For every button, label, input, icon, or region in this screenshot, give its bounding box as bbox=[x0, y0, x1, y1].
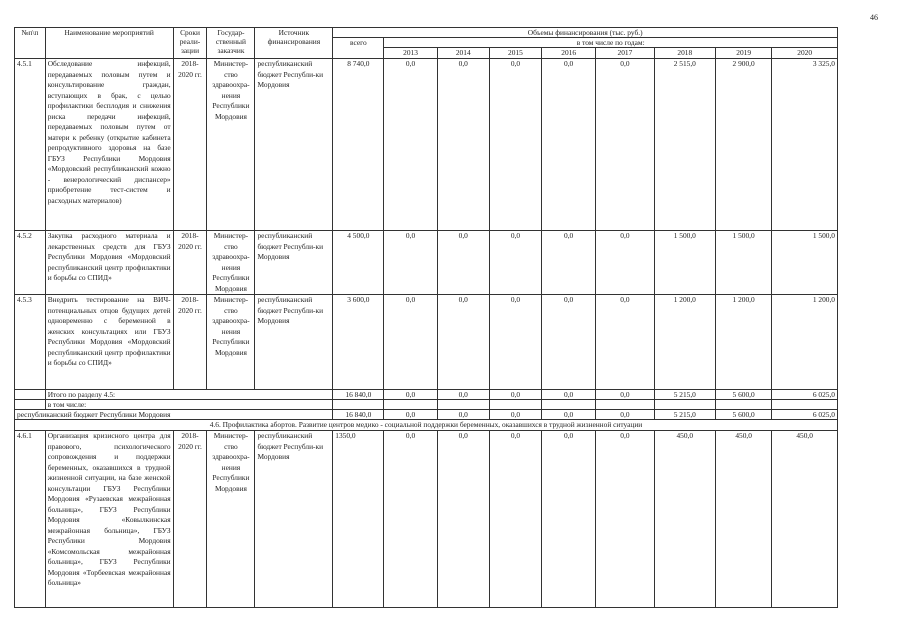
year-value: 450,0 bbox=[772, 431, 838, 608]
total-value: 16 840,0 bbox=[333, 390, 384, 400]
total-value: 8 740,0 bbox=[333, 59, 384, 231]
header-volumes: Объемы финансирования (тыс. руб.) bbox=[333, 28, 838, 38]
year-value: 0,0 bbox=[596, 295, 654, 390]
page-number: 46 bbox=[870, 13, 878, 22]
section-title: 4.6. Профилактика абортов. Развитие центров медико - социальной поддержки беременных, оказавшихся в трудной жизненной ситуации bbox=[15, 420, 838, 431]
year-value: 0,0 bbox=[542, 410, 596, 420]
year-value: 2 515,0 bbox=[654, 59, 715, 231]
year-value: 0,0 bbox=[489, 59, 541, 231]
header-name: Наименование мероприятий bbox=[45, 28, 173, 59]
total-value: 1350,0 bbox=[333, 431, 384, 608]
year-value: 0,0 bbox=[542, 295, 596, 390]
year-value: 0,0 bbox=[437, 59, 489, 231]
year-value: 6 025,0 bbox=[772, 390, 838, 400]
measure-name: Организация кризисного центра для правового, психологического сопровождения и поддержки беременных, оказавшихся в трудной жизненной ситуации, на базе женской консультации ГБУЗ Республики Мордовия «Рузаевская межрайонная больница», ГБУЗ Республики Мордовия «Ковылкинская межрайонная больница», ГБУЗ Республики Мордовия «Комсомольская межрайонная больница», ГБУЗ Республики Мордовия «Торбеевская межрайонная больница» bbox=[45, 431, 173, 608]
table-row bbox=[15, 59, 838, 231]
header-total: всего bbox=[333, 38, 384, 59]
year-value: 0,0 bbox=[437, 410, 489, 420]
year-value: 0,0 bbox=[489, 295, 541, 390]
year-value: 1 500,0 bbox=[716, 231, 772, 295]
year-value: 0,0 bbox=[542, 231, 596, 295]
funding-source: республиканский бюджет Республи-ки Мордовия bbox=[255, 295, 333, 390]
header-source: Источник финансирования bbox=[255, 28, 333, 59]
year-value: 2 900,0 bbox=[716, 59, 772, 231]
year-value: 450,0 bbox=[654, 431, 715, 608]
header-year: 2019 bbox=[716, 48, 772, 59]
funding-source: республиканский бюджет Республи-ки Мордовия bbox=[255, 431, 333, 608]
year-value: 0,0 bbox=[596, 231, 654, 295]
year-value: 1 500,0 bbox=[772, 231, 838, 295]
total-value: 16 840,0 bbox=[333, 410, 384, 420]
year-value: 0,0 bbox=[437, 390, 489, 400]
row-number: 4.5.3 bbox=[15, 295, 46, 390]
year-value: 5 600,0 bbox=[716, 390, 772, 400]
table-row bbox=[15, 231, 838, 295]
year-value: 0,0 bbox=[384, 410, 437, 420]
header-year: 2016 bbox=[542, 48, 596, 59]
header-num: №п\п bbox=[15, 28, 46, 59]
year-value: 1 200,0 bbox=[716, 295, 772, 390]
state-customer: Министер-ство здравоохра-нения Республики Мордовия bbox=[207, 295, 255, 390]
header-year: 2018 bbox=[654, 48, 715, 59]
year-value: 0,0 bbox=[437, 295, 489, 390]
measure-name: Закупка расходного материала и лекарственных средств для ГБУЗ Республики Мордовия «Мордовский республиканский центр профилактики и борьбы со СПИД» bbox=[45, 231, 173, 295]
header-year: 2017 bbox=[596, 48, 654, 59]
subtotal-row bbox=[15, 390, 838, 400]
state-customer: Министер-ство здравоохра-нения Республики Мордовия bbox=[207, 231, 255, 295]
year-value: 0,0 bbox=[542, 431, 596, 608]
state-customer: Министер-ство здравоохра-нения Республики Мордовия bbox=[207, 431, 255, 608]
year-value: 5 215,0 bbox=[654, 390, 715, 400]
implementation-term: 2018-2020 гг. bbox=[173, 59, 207, 231]
year-value: 0,0 bbox=[489, 390, 541, 400]
year-value: 450,0 bbox=[716, 431, 772, 608]
year-value: 1 500,0 bbox=[654, 231, 715, 295]
measure-name: Внедрить тестирование на ВИЧ-потенциальных отцов будущих детей одновременно с беременной в женских консультациях или ГБУЗ Республики Мордовия «Мордовский республиканский центр профилактики и борьбы со СПИД» bbox=[45, 295, 173, 390]
year-value: 0,0 bbox=[542, 390, 596, 400]
table-row bbox=[15, 295, 838, 390]
measure-name: Обследование инфекций, передаваемых половым путем и консультирование граждан, вступающих в брак, с целью профилактики бесплодия и снижения риска передачи инфекций, передаваемых половым путем от матери к ребенку (открытие кабинета репродуктивного здоровья на базе ГБУЗ Республики Мордовия «Мордовский республиканский кожно - венерологический диспансер» приобретение тест-систем и расходных материалов) bbox=[45, 59, 173, 231]
header-year: 2020 bbox=[772, 48, 838, 59]
year-value: 0,0 bbox=[489, 231, 541, 295]
implementation-term: 2018-2020 гг. bbox=[173, 295, 207, 390]
year-value: 3 325,0 bbox=[772, 59, 838, 231]
year-value: 0,0 bbox=[437, 231, 489, 295]
total-value: 4 500,0 bbox=[333, 231, 384, 295]
state-customer: Министер-ство здравоохра-нения Республики Мордовия bbox=[207, 59, 255, 231]
year-value: 0,0 bbox=[596, 410, 654, 420]
row-number: 4.6.1 bbox=[15, 431, 46, 608]
funding-source: республиканский бюджет Республи-ки Мордовия bbox=[255, 59, 333, 231]
year-value: 1 200,0 bbox=[772, 295, 838, 390]
financing-table bbox=[14, 27, 838, 608]
year-value: 0,0 bbox=[384, 231, 437, 295]
header-year: 2013 bbox=[384, 48, 437, 59]
section-title-row bbox=[15, 420, 838, 431]
year-value: 0,0 bbox=[384, 431, 437, 608]
implementation-term: 2018-2020 гг. bbox=[173, 431, 207, 608]
header-year: 2015 bbox=[489, 48, 541, 59]
year-value: 0,0 bbox=[596, 59, 654, 231]
budget-label: республиканский бюджет Республики Мордовия bbox=[15, 410, 333, 420]
year-value: 0,0 bbox=[489, 431, 541, 608]
implementation-term: 2018-2020 гг. bbox=[173, 231, 207, 295]
header-term: Сроки реали-зации bbox=[173, 28, 207, 59]
including-label: в том числе: bbox=[45, 400, 333, 410]
budget-row bbox=[15, 410, 838, 420]
year-value: 0,0 bbox=[437, 431, 489, 608]
total-value: 3 600,0 bbox=[333, 295, 384, 390]
including-row bbox=[15, 400, 838, 410]
year-value: 5 600,0 bbox=[716, 410, 772, 420]
year-value: 0,0 bbox=[596, 431, 654, 608]
year-value: 0,0 bbox=[542, 59, 596, 231]
row-number: 4.5.2 bbox=[15, 231, 46, 295]
year-value: 0,0 bbox=[384, 390, 437, 400]
year-value: 6 025,0 bbox=[772, 410, 838, 420]
year-value: 0,0 bbox=[489, 410, 541, 420]
year-value: 0,0 bbox=[384, 295, 437, 390]
header-year: 2014 bbox=[437, 48, 489, 59]
year-value: 0,0 bbox=[384, 59, 437, 231]
subtotal-label: Итого по разделу 4.5: bbox=[45, 390, 333, 400]
year-value: 5 215,0 bbox=[654, 410, 715, 420]
year-value: 0,0 bbox=[596, 390, 654, 400]
year-value: 1 200,0 bbox=[654, 295, 715, 390]
table-row bbox=[15, 431, 838, 608]
header-customer: Государ-ственный заказчик bbox=[207, 28, 255, 59]
row-number: 4.5.1 bbox=[15, 59, 46, 231]
funding-source: республиканский бюджет Республи-ки Мордовия bbox=[255, 231, 333, 295]
header-by-years: в том числе по годам: bbox=[384, 38, 838, 48]
